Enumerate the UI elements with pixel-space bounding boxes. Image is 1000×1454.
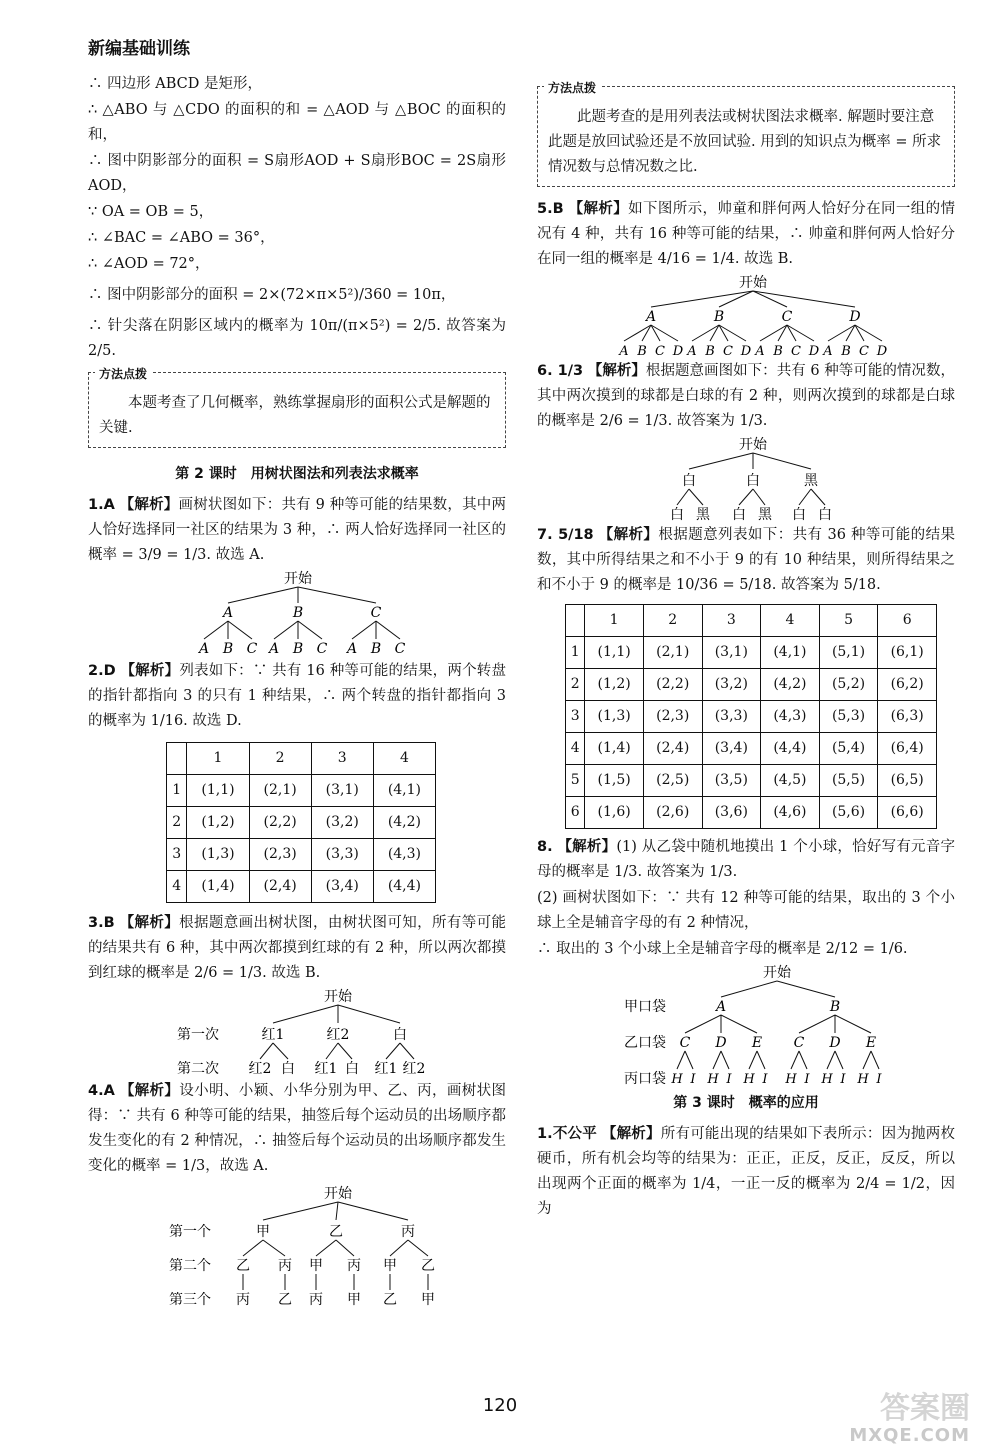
tree-leaf: C: [791, 344, 801, 359]
tree-branch: [753, 291, 855, 307]
table-cell: (4,4): [761, 733, 820, 765]
question-text: 根据题意画出树状图，由树状图可知，所有等可能的结果共有 6 种，其中两次都摸到红球的有 2 种，所以两次都摸到红球的概率是 2/6 = 1/3. 故选 B.: [88, 915, 507, 981]
tree-node: 红1: [261, 1027, 285, 1043]
table-cell: (1,4): [187, 871, 249, 903]
tree-node: D: [715, 1035, 727, 1051]
tree-leaf: A: [755, 344, 765, 359]
tree-node: 白: [393, 1027, 407, 1043]
tree-node: 乙: [329, 1224, 343, 1240]
right-column: [537, 80, 955, 1223]
row-label: 丙口袋: [624, 1071, 666, 1087]
tree-node: D: [829, 1035, 841, 1051]
tree-node: 红2: [326, 1027, 350, 1043]
tree-branch: [721, 1015, 757, 1033]
analysis-tag: 【解析】: [557, 839, 617, 855]
analysis-tag: 【解析】: [601, 1126, 661, 1142]
tree-node: B: [829, 999, 841, 1015]
intro-line: ∴ 图中阴影部分的面积 = 2×(72×π×5²)/360 = 10π，: [88, 287, 456, 303]
table-cell: 4: [373, 743, 435, 775]
tree-leaf: C: [723, 344, 733, 359]
table-cell: (1,6): [585, 797, 644, 829]
intro-line: ∴ ∠AOD = 72°，: [88, 256, 210, 272]
tree-leaf: 黑: [758, 507, 772, 523]
question-1: [88, 493, 506, 568]
table-cell: (2,6): [643, 797, 702, 829]
table-cell: (3,5): [702, 765, 761, 797]
tree-leaf: 白: [732, 507, 746, 523]
table-cell: (2,2): [249, 807, 311, 839]
table-cell: (3,2): [702, 669, 761, 701]
question-text: 画树状图如下：共有 9 种等可能的结果数，其中两人恰好选择同一社区的结果为 3 种，∴ 两人恰好选择同一社区的概率 = 3/9 = 1/3. 故选 A.: [88, 497, 507, 563]
tree-leaf: A: [198, 641, 210, 657]
tree-branch: [799, 1015, 835, 1033]
question-text: 所有可能出现的结果如下表所示：因为抛两枚硬币，所有机会均等的结果为：正正，正反，反正，反反，所以出现两个正面的概率为 1/4，一正一反的概率为 2/4 = 1/2，因为: [537, 1126, 956, 1217]
table-cell: (1,1): [585, 637, 644, 669]
table-cell: (2,4): [643, 733, 702, 765]
tree-leaf: H: [857, 1072, 869, 1087]
tree-leaf: 丙: [309, 1292, 323, 1308]
table-header-row: [566, 605, 937, 637]
section-title: 第 2 课时 用树状图法和列表法求概率: [175, 466, 419, 482]
question-text: 如下图所示，帅童和胖何两人恰好分在同一组的情况有 4 种，共有 16 种等可能的结果，∴ 帅童和胖何两人恰好分在同一组的概率是 4/16 = 1/4. 故选 B.: [537, 201, 956, 267]
tree-node: 乙: [236, 1258, 250, 1274]
left-column: [88, 72, 506, 1310]
watermark-logo: 答案圈: [880, 1391, 970, 1426]
table-row: [566, 765, 937, 797]
table-cell: (1,5): [585, 765, 644, 797]
tree-leaf: 白: [345, 1061, 359, 1077]
tree-branch: [685, 1015, 721, 1033]
tree-leaf: B: [222, 641, 234, 657]
table-cell: 2: [249, 743, 311, 775]
analysis-tag: 【解析】: [568, 201, 629, 217]
table-row: [167, 775, 436, 807]
tree-branch: [835, 1015, 871, 1033]
tree-node: 丙: [401, 1224, 415, 1240]
question-number: 4.A: [88, 1083, 115, 1099]
tree-leaf: D: [808, 344, 820, 359]
table-cell: [167, 743, 187, 775]
outcome-table-6x6: [565, 604, 937, 829]
tree-leaf: 红2: [402, 1061, 426, 1077]
tree-branch: [651, 291, 753, 307]
table-cell: 2: [643, 605, 702, 637]
tree-branch: [777, 981, 835, 997]
tree-leaf: B: [292, 641, 304, 657]
tree-leaf: C: [316, 641, 328, 657]
tree-node: D: [849, 309, 861, 325]
header-title: 新编基础训练: [88, 39, 190, 59]
question-number: 7. 5/18: [537, 527, 594, 543]
tree-leaf: D: [876, 344, 888, 359]
table-cell: (4,3): [373, 839, 435, 871]
tree-leaf: A: [687, 344, 697, 359]
tree-leaf: I: [804, 1072, 810, 1087]
outcome-table-4x4: [166, 742, 436, 903]
table-cell: (2,3): [643, 701, 702, 733]
table-row: [566, 701, 937, 733]
row-label: 乙口袋: [624, 1035, 666, 1051]
method-box: [88, 367, 506, 448]
intro-line: ∴ 针尖落在阴影区域内的概率为 10π/(π×5²) = 2/5. 故答案为 2/5.: [88, 318, 506, 359]
tree-branch: [685, 1051, 693, 1069]
table-cell: (2,4): [249, 871, 311, 903]
analysis-tag: 【解析】: [119, 915, 180, 931]
table-cell: 5: [819, 605, 878, 637]
tree-leaf: A: [346, 641, 358, 657]
table-cell: (3,3): [702, 701, 761, 733]
table-cell: 6: [878, 605, 937, 637]
analysis-tag: 【解析】: [119, 1083, 180, 1099]
question-number: 2.D: [88, 663, 116, 679]
table-cell: (1,1): [187, 775, 249, 807]
tree-leaf: B: [637, 344, 647, 359]
tree-node: E: [751, 1035, 763, 1051]
table-cell: 1: [187, 743, 249, 775]
tree-branch: [799, 1051, 807, 1069]
table-cell: (1,2): [187, 807, 249, 839]
analysis-tag: 【解析】: [587, 363, 646, 379]
tree-diagram-5: [537, 273, 955, 359]
tree-node: 甲: [309, 1258, 323, 1274]
question-text: 设小明、小颖、小华分别为甲、乙、丙，画树状图得：∵ 共有 6 种等可能的结果，抽签后每个运动员的出场顺序都发生变化的有 2 种情况，∴ 抽签后每个运动员的出场顺序都发生变化的概率 = 1/3，故选 A.: [88, 1083, 507, 1174]
method-label: 方法点拨: [95, 362, 151, 387]
tree-node: A: [222, 605, 234, 621]
tree-leaf: 乙: [278, 1292, 292, 1308]
method-box: [537, 81, 955, 187]
tree-diagram-1: [88, 569, 506, 659]
tree-node: 丙: [347, 1258, 361, 1274]
table-cell: 6: [566, 797, 585, 829]
tree-leaf: A: [268, 641, 280, 657]
tree-node: 甲: [383, 1258, 397, 1274]
table-cell: 3: [702, 605, 761, 637]
table-row: [167, 839, 436, 871]
tree-leaf: A: [619, 344, 629, 359]
question-8-part2: (2) 画树状图如下：∵ 共有 12 种等可能的结果，取出的 3 个小球上全是辅音字母的有 2 种情况，: [537, 890, 955, 931]
tree-node: 白: [682, 473, 696, 489]
tree-leaf: 白: [792, 507, 806, 523]
table-cell: 1: [566, 637, 585, 669]
tree-branch: [757, 1051, 765, 1069]
intro-line: ∴ 四边形 ABCD 是矩形，: [88, 76, 262, 92]
tree-leaf: A: [823, 344, 833, 359]
table-cell: (2,5): [643, 765, 702, 797]
table-row: [167, 807, 436, 839]
table-cell: (5,3): [819, 701, 878, 733]
table-cell: (2,3): [249, 839, 311, 871]
tree-leaf: 白: [818, 507, 832, 523]
row-label: 第二次: [177, 1061, 219, 1077]
tree-leaf: 甲: [421, 1292, 435, 1308]
table-cell: (6,5): [878, 765, 937, 797]
row-label: 第三个: [169, 1292, 211, 1308]
tree-branch: [791, 1051, 799, 1069]
question-text: (1) 从乙袋中随机地摸出 1 个小球，恰好写有元音字母的概率是 1/3. 故答案为 1/3.: [537, 839, 956, 880]
question-7: [537, 523, 955, 598]
tree-leaf: D: [672, 344, 684, 359]
watermark-url: MXQE.COM: [849, 1425, 970, 1446]
tree-node: C: [370, 605, 382, 621]
tree-leaf: I: [762, 1072, 768, 1087]
tree-root: 开始: [284, 571, 312, 587]
row-label: 第一次: [177, 1027, 219, 1043]
table-cell: (3,3): [311, 839, 373, 871]
table-cell: (2,1): [643, 637, 702, 669]
tree-node: 白: [746, 473, 760, 489]
table-header-row: [167, 743, 436, 775]
question-5: [537, 197, 955, 272]
table-cell: (3,2): [311, 807, 373, 839]
tree-leaf: B: [370, 641, 382, 657]
question-6: [537, 359, 955, 434]
table-row: [566, 637, 937, 669]
table-cell: (1,3): [187, 839, 249, 871]
tree-diagram-8: [537, 963, 955, 1087]
table-cell: (5,1): [819, 637, 878, 669]
tree-node: A: [715, 999, 727, 1015]
analysis-tag: 【解析】: [120, 663, 180, 679]
tree-branch: [871, 1051, 879, 1069]
analysis-tag: 【解析】: [598, 527, 659, 543]
question-4: [88, 1079, 506, 1179]
table-cell: (3,6): [702, 797, 761, 829]
table-cell: (5,2): [819, 669, 878, 701]
question-9: [537, 1122, 955, 1222]
question-number: 3.B: [88, 915, 115, 931]
tree-root: 开始: [763, 965, 791, 981]
tree-diagram-3: [88, 987, 506, 1079]
table-cell: (6,6): [878, 797, 937, 829]
question-text: 根据题意列表如下：共有 36 种等可能的结果数，其中所得结果之和不小于 9 的有 10 种结果，则所得结果之和不小于 9 的概率是 10/36 = 5/18. 故答案为 5/18.: [537, 527, 956, 593]
tree-leaf: I: [840, 1072, 846, 1087]
table-cell: (2,2): [643, 669, 702, 701]
analysis-tag: 【解析】: [119, 497, 179, 513]
tree-node: C: [781, 309, 793, 325]
tree-leaf: C: [859, 344, 869, 359]
tree-branch: [677, 1051, 685, 1069]
tree-node: E: [865, 1035, 877, 1051]
tree-node: C: [679, 1035, 691, 1051]
table-cell: 1: [585, 605, 644, 637]
table-cell: (4,5): [761, 765, 820, 797]
table-cell: 5: [566, 765, 585, 797]
tree-branch: [827, 1051, 835, 1069]
table-cell: 3: [311, 743, 373, 775]
tree-leaf: B: [841, 344, 851, 359]
table-cell: (3,4): [311, 871, 373, 903]
table-cell: (4,1): [373, 775, 435, 807]
tree-leaf: H: [785, 1072, 797, 1087]
tree-node: 黑: [804, 473, 818, 489]
intro-line: ∴ 图中阴影部分的面积 = S扇形AOD + S扇形BOC = 2S扇形AOD，: [88, 153, 506, 194]
tree-leaf: D: [740, 344, 752, 359]
question-8: [537, 835, 955, 885]
tree-leaf: 白: [670, 507, 684, 523]
table-row: [566, 733, 937, 765]
tree-branch: [749, 1051, 757, 1069]
tree-leaf: C: [394, 641, 406, 657]
question-number: 8.: [537, 839, 553, 855]
table-cell: 2: [167, 807, 187, 839]
tree-node: B: [292, 605, 304, 621]
table-cell: 4: [566, 733, 585, 765]
tree-branch: [721, 1051, 729, 1069]
tree-leaf: C: [655, 344, 665, 359]
table-cell: (3,1): [702, 637, 761, 669]
table-row: [167, 871, 436, 903]
question-number: 1.A: [88, 497, 115, 513]
question-3: [88, 911, 506, 986]
table-cell: (6,2): [878, 669, 937, 701]
table-cell: (1,4): [585, 733, 644, 765]
tree-leaf: 红1: [314, 1061, 338, 1077]
table-cell: (4,2): [761, 669, 820, 701]
tree-leaf: 红2: [248, 1061, 272, 1077]
table-cell: (6,3): [878, 701, 937, 733]
tree-node: A: [645, 309, 657, 325]
tree-node: 甲: [256, 1224, 270, 1240]
table-cell: (3,1): [311, 775, 373, 807]
tree-leaf: H: [707, 1072, 719, 1087]
question-number: 1.不公平: [537, 1126, 597, 1142]
intro-line: ∵ OA = OB = 5，: [88, 204, 214, 220]
tree-leaf: I: [690, 1072, 696, 1087]
table-cell: (4,3): [761, 701, 820, 733]
method-text: 此题考查的是用列表法或树状图法求概率. 解题时要注意此题是放回试验还是不放回试验. 用到的知识点为概率 = 所求情况数与总情况数之比.: [548, 109, 942, 175]
table-row: [566, 669, 937, 701]
table-cell: 2: [566, 669, 585, 701]
question-8-part3: ∴ 取出的 3 个小球上全是辅音字母的概率是 2/12 = 1/6.: [537, 941, 908, 957]
tree-root: 开始: [739, 437, 767, 453]
table-cell: (5,4): [819, 733, 878, 765]
row-label: 第一个: [169, 1224, 211, 1240]
tree-leaf: H: [743, 1072, 755, 1087]
table-cell: (6,1): [878, 637, 937, 669]
row-label: 甲口袋: [624, 999, 666, 1015]
method-label: 方法点拨: [544, 76, 600, 101]
table-cell: (6,4): [878, 733, 937, 765]
tree-branch: [721, 981, 777, 997]
question-2: [88, 659, 506, 734]
page-number: 120: [482, 1395, 518, 1416]
tree-root: 开始: [324, 1186, 352, 1202]
tree-leaf: 黑: [696, 507, 710, 523]
table-cell: (2,1): [249, 775, 311, 807]
tree-leaf: H: [821, 1072, 833, 1087]
method-text: 本题考查了几何概率，熟练掌握扇形的面积公式是解题的关键.: [99, 395, 491, 436]
table-cell: 3: [167, 839, 187, 871]
tree-leaf: 甲: [347, 1292, 361, 1308]
tree-leaf: I: [726, 1072, 732, 1087]
table-cell: (5,6): [819, 797, 878, 829]
tree-leaf: B: [773, 344, 783, 359]
tree-root: 开始: [324, 989, 352, 1005]
table-cell: (1,2): [585, 669, 644, 701]
question-text: 根据题意画图如下：共有 6 种等可能的情况数，其中两次摸到的球都是白球的有 2 种，则两次摸到的球都是白球的概率是 2/6 = 1/3. 故答案为 1/3.: [537, 363, 955, 429]
table-cell: 4: [761, 605, 820, 637]
question-number: 5.B: [537, 201, 564, 217]
tree-leaf: C: [246, 641, 258, 657]
tree-branch: [863, 1051, 871, 1069]
question-number: 6. 1/3: [537, 363, 584, 379]
tree-leaf: 红1: [374, 1061, 398, 1077]
table-row: [566, 797, 937, 829]
tree-node: 丙: [278, 1258, 292, 1274]
table-cell: (5,5): [819, 765, 878, 797]
tree-leaf: B: [705, 344, 715, 359]
table-cell: (4,6): [761, 797, 820, 829]
table-cell: (4,2): [373, 807, 435, 839]
tree-leaf: 乙: [383, 1292, 397, 1308]
tree-leaf: 白: [281, 1061, 295, 1077]
table-cell: 1: [167, 775, 187, 807]
tree-node: B: [713, 309, 725, 325]
table-cell: [566, 605, 585, 637]
table-cell: 3: [566, 701, 585, 733]
section-title: 第 3 课时 概率的应用: [673, 1095, 819, 1111]
question-text: 列表如下：∵ 共有 16 种等可能的结果，两个转盘的指针都指向 3 的只有 1 种结果，∴ 两个转盘的指针都指向 3 的概率为 1/16. 故选 D.: [88, 663, 507, 729]
table-cell: (4,4): [373, 871, 435, 903]
intro-line: ∴ ∠BAC = ∠ABO = 36°，: [88, 230, 275, 246]
tree-node: C: [793, 1035, 805, 1051]
tree-leaf: 丙: [236, 1292, 250, 1308]
row-label: 第二个: [169, 1258, 211, 1274]
tree-diagram-4: [88, 1180, 506, 1310]
tree-diagram-6: [537, 435, 955, 523]
tree-branch: [835, 1051, 843, 1069]
intro-line: ∴ △ABO 与 △CDO 的面积的和 = △AOD 与 △BOC 的面积的和，: [88, 102, 506, 143]
tree-branch: [713, 1051, 721, 1069]
table-cell: (1,3): [585, 701, 644, 733]
tree-leaf: I: [876, 1072, 882, 1087]
table-cell: 4: [167, 871, 187, 903]
table-cell: (3,4): [702, 733, 761, 765]
tree-leaf: H: [671, 1072, 683, 1087]
tree-root: 开始: [739, 275, 767, 291]
tree-node: 乙: [421, 1258, 435, 1274]
table-cell: (4,1): [761, 637, 820, 669]
